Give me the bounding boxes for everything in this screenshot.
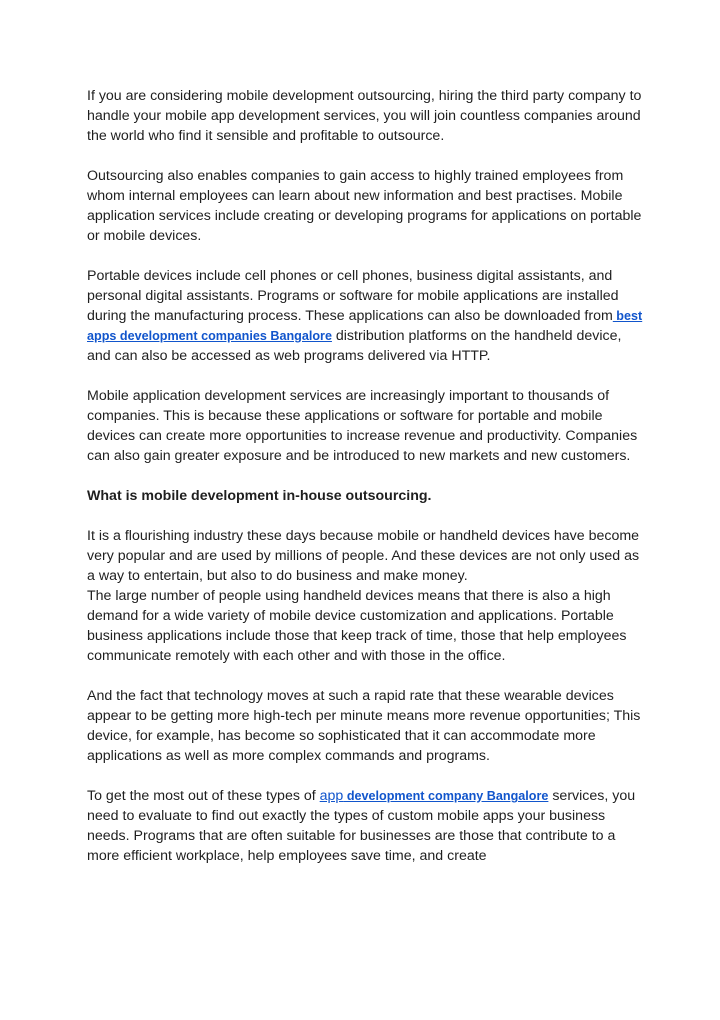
link-best-apps-development-companies-bangalore[interactable]: best apps development companies Bangalore xyxy=(87,309,643,343)
paragraph-8-text-start: To get the most out of these types of xyxy=(87,788,320,804)
paragraph-3-text-start: Portable devices include cell phones or cell phones, business digital assistants, and personal digital assistants. Programs or software for mobile applications are installed during the manufacturing process. These applications can also be downloaded from xyxy=(87,268,619,324)
paragraph-5: It is a flourishing industry these days because mobile or handheld devices have become very popular and are used by millions of people. And these devices are not only used as a way to entertain, but also to do business and make money. xyxy=(87,528,640,584)
paragraph-3-text-end: distribution platforms on the handheld device, and can also be accessed as web programs delivered via HTTP. xyxy=(87,328,622,364)
paragraph-1: If you are considering mobile development outsourcing, hiring the third party company to handle your mobile app development services, you will join countless companies around the world who find it sensible and profitable to outsource. xyxy=(87,88,642,144)
paragraph-7: And the fact that technology moves at such a rapid rate that these wearable devices appear to be getting more high-tech per minute means more revenue opportunities; This device, for example, has become so sophisticated that it can accommodate more applications as well as more complex commands and programs. xyxy=(87,688,641,764)
paragraph-4: Mobile application development services are increasingly important to thousands of companies. This is because these applications or software for portable and mobile devices can create more opportunities to increase revenue and productivity. Companies can also gain greater exposure and be introduced to new markets and new customers. xyxy=(87,388,638,464)
paragraph-6: The large number of people using handheld devices means that there is also a high demand for a wide variety of mobile device customization and applications. Portable business applications include those that keep track of time, those that help employees communicate remotely with each other and with those in the office. xyxy=(87,588,627,664)
paragraph-2: Outsourcing also enables companies to gain access to highly trained employees from whom internal employees can learn about new information and best practises. Mobile application services include creating or developing programs for applications on portable or mobile devices. xyxy=(87,168,642,244)
link-app-word: app xyxy=(319,788,344,804)
section-heading: What is mobile development in-house outsourcing. xyxy=(87,488,432,504)
document-body xyxy=(87,86,647,886)
paragraph-8 xyxy=(87,786,647,866)
link-app-development-company-bangalore[interactable] xyxy=(320,789,549,803)
paragraph-8-text-end: services, you need to evaluate to find out exactly the types of custom mobile apps your business needs. Programs that are often suitable for businesses are those that contribute to a more efficient workplace, help employees save time, and create xyxy=(87,788,636,864)
paragraph-3 xyxy=(87,266,647,366)
link-app-development-rest: development company Bangalore xyxy=(343,789,549,803)
